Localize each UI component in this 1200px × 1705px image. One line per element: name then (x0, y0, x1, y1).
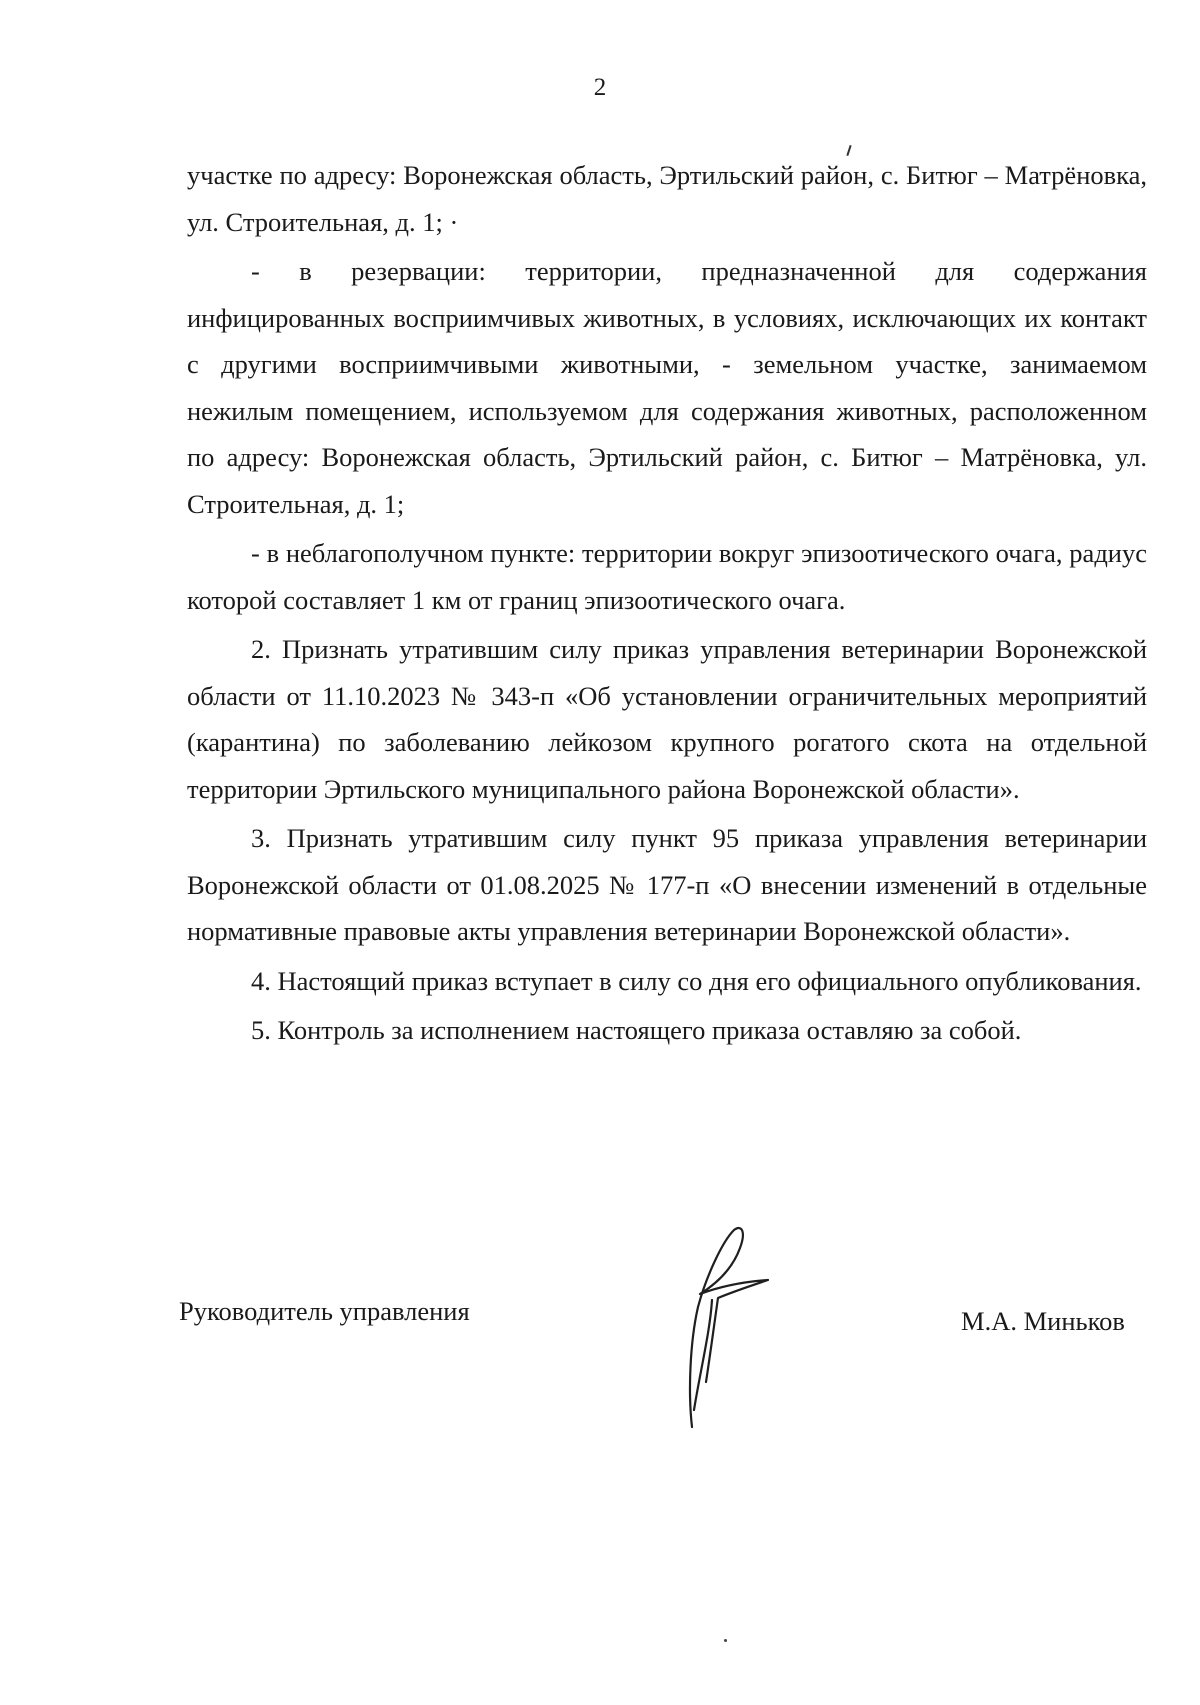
document-body (187, 152, 1147, 1054)
paragraph-unfavorable-point: - в неблагополучном пункте: территории вокруг эпизоотического очага, радиус которой составляет 1 км от границ эпизоотического очага. (187, 538, 1147, 615)
paragraph-reservation: - в резервации: территории, предназначенной для содержания инфицированных восприимчивых животных, в условиях, исключающих их контакт с другими восприимчивыми животными, - земельном участке, занимаемом нежилым помещением, используемом для содержания животных, расположенном по адресу: Воронежская область, Эртильский район, с. Битюг – Матрёновка, ул. Строительная, д. 1; (187, 256, 1147, 519)
paragraph-item-2: 2. Признать утратившим силу приказ управления ветеринарии Воронежской области от 11.10.2023 № 343-п «Об установлении ограничительных мероприятий (карантина) по заболеванию лейкозом крупного рогатого скота на отдельной территории Эртильского муниципального района Воронежской области». (187, 634, 1147, 804)
signatory-title: Руководитель управления (179, 1296, 470, 1326)
handwritten-signature (670, 1222, 790, 1437)
paragraph-item-4: 4. Настоящий приказ вступает в силу со дня его официального опубликования. (251, 965, 1142, 996)
scan-mark (724, 1639, 727, 1642)
paragraph-continuation: участке по адресу: Воронежская область, Эртильский район, с. Битюг – Матрёновка, ул. Строительная, д. 1; · (187, 160, 1147, 237)
page-number: 2 (593, 74, 607, 101)
paragraph-item-3: 3. Признать утратившим силу пункт 95 приказа управления ветеринарии Воронежской области от 01.08.2025 № 177-п «О внесении изменений в отдельные нормативные правовые акты управления ветеринарии Воронежской области». (187, 823, 1147, 946)
signatory-name: М.А. Миньков (961, 1306, 1125, 1336)
paragraph-item-5: 5. Контроль за исполнением настоящего приказа оставляю за собой. (251, 1015, 1022, 1045)
